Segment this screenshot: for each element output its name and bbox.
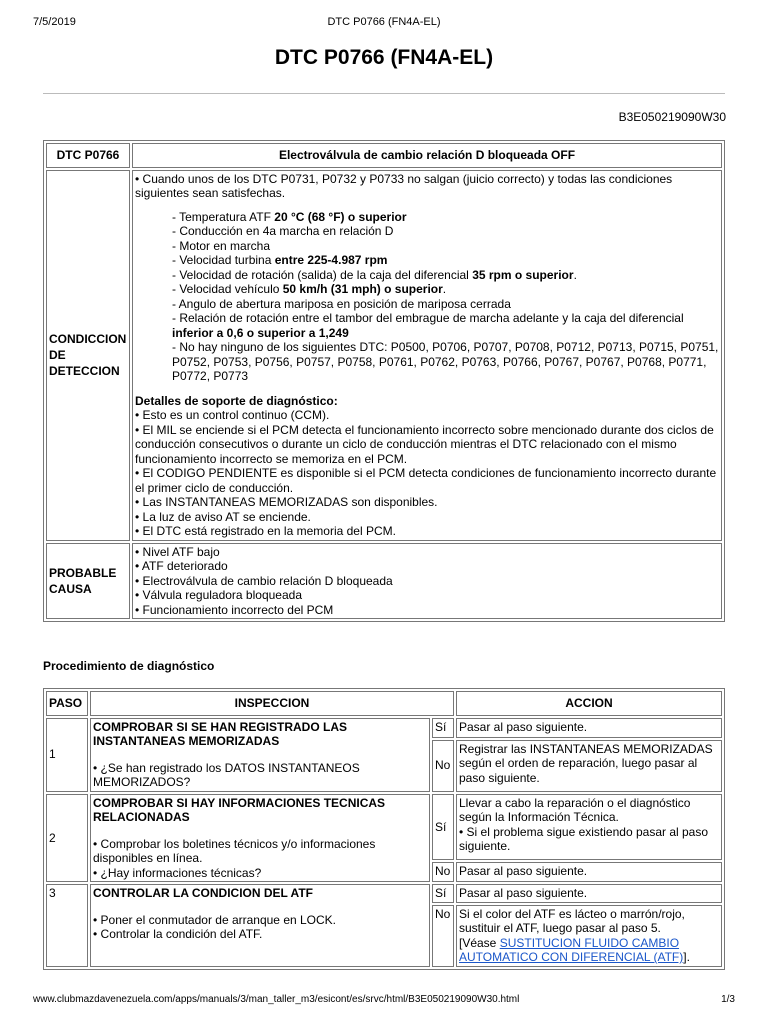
no-action: Pasar al paso siguiente. (456, 862, 722, 882)
reference (459, 936, 719, 965)
condition-text: . (573, 267, 577, 282)
condition-item (172, 210, 719, 225)
support-item: • La luz de aviso AT se enciende. (135, 509, 311, 524)
detection-label-line: CONDICCION (49, 332, 127, 346)
cause-item: • Válvula reguladora bloqueada (135, 588, 302, 602)
yes-action-text: • Si el problema sigue existiendo pasar al paso siguiente. (459, 824, 709, 853)
condition-value: inferior a 0,6 o superior a 1,249 (172, 325, 349, 340)
cause-item: • Electroválvula de cambio relación D bloqueada (135, 573, 393, 588)
dtc-header-row (46, 143, 722, 168)
reference-prefix: [Véase (459, 935, 500, 950)
support-item: • El CODIGO PENDIENTE es disponible si el PCM detecta condiciones de funcionamiento incorrecto durante el primer ciclo de conducción. (135, 466, 717, 495)
condition-list (135, 210, 719, 384)
condition-value: 50 km/h (31 mph) o superior (282, 282, 443, 296)
support-details-title: Detalles de soporte de diagnóstico: (135, 393, 338, 408)
condition-item: - Angulo de abertura mariposa en posición de mariposa cerrada (172, 296, 511, 311)
print-date: 7/5/2019 (33, 16, 76, 28)
condition-value: 35 rpm o superior (472, 267, 574, 282)
yes-action: Pasar al paso siguiente. (456, 884, 722, 903)
page-number: 1/3 (721, 994, 735, 1005)
step-inspection (90, 794, 430, 883)
support-item: • Las INSTANTANEAS MEMORIZADAS son disponibles. (135, 495, 438, 509)
step-number: 1 (46, 718, 88, 792)
condition-item: - No hay ninguno de los siguientes DTC: P0500, P0706, P0707, P0708, P0712, P0713, P0715, P0751, P0752, P0753, P0756, P0757, P0758, P0761, P0762, P0763, P0766, P0767, P0767, P0768, P0771, P0772, P0773 (172, 340, 719, 383)
step-body: • ¿Se han registrado los DATOS INSTANTANEOS MEMORIZADOS? (93, 760, 360, 789)
detection-intro: • Cuando unos de los DTC P0731, P0732 y P0733 no salgan (juicio correcto) y todas las condiciones siguientes sean satisfechas. (135, 171, 673, 200)
no-action: Registrar las INSTANTANEAS MEMORIZADAS según el orden de reparación, luego pasar al paso siguiente. (456, 740, 722, 792)
condition-value: entre 225-4.987 rpm (274, 253, 388, 267)
header-accion: ACCION (456, 691, 722, 716)
condition-text: - Velocidad vehículo (172, 282, 283, 296)
cause-content (132, 543, 722, 620)
cause-item: • ATF deteriorado (135, 559, 228, 573)
step-inspection (90, 884, 430, 967)
condition-value: 20 °C (68 °F) o superior (274, 209, 407, 224)
detection-label-line: DE (49, 348, 66, 362)
detection-label (46, 170, 130, 541)
yes-label: Sí (432, 794, 454, 861)
page-title: DTC P0766 (FN4A-EL) (274, 46, 494, 69)
step-number: 2 (46, 794, 88, 883)
procedure-table (43, 688, 725, 970)
condition-item: - Motor en marcha (172, 238, 271, 253)
step-row (46, 884, 722, 903)
yes-action: Pasar al paso siguiente. (456, 718, 722, 738)
no-action (456, 905, 722, 967)
detection-label-line: DETECCION (49, 364, 120, 378)
step-body: • Poner el conmutador de arranque en LOCK. (93, 912, 337, 927)
condition-item: - Relación de rotación entre el tambor del embrague de marcha adelante y la caja del diferencial (172, 311, 684, 325)
step-title: CONTROLAR LA CONDICION DEL ATF (93, 886, 313, 900)
condition-text: . (442, 282, 447, 296)
no-action-text: Si el color del ATF es lácteo o marrón/rojo, sustituir el ATF, luego pasar al paso 5. (459, 906, 685, 935)
condition-item (172, 268, 719, 283)
step-inspection (90, 718, 430, 792)
procedure-title: Procedimiento de diagnóstico (43, 659, 215, 673)
condition-text: - Velocidad de rotación (salida) de la caja del diferencial (172, 267, 473, 282)
print-page-title: DTC P0766 (FN4A-EL) (327, 16, 441, 28)
support-item: • Esto es un control continuo (CCM). (135, 408, 330, 422)
support-item: • El DTC está registrado en la memoria del PCM. (135, 524, 396, 538)
footer-url: www.clubmazdavenezuela.com/apps/manuals/3/man_taller_m3/esicont/es/srvc/html/B3E050219090W30.html (33, 994, 520, 1005)
procedure-header-row (46, 691, 722, 716)
condition-item (172, 282, 719, 297)
condition-text: - Temperatura ATF (172, 209, 275, 224)
cause-row (46, 543, 722, 620)
cause-label-line: PROBABLE (49, 565, 117, 580)
step-number: 3 (46, 884, 88, 967)
cause-label-line: CAUSA (49, 581, 92, 596)
yes-label: Sí (432, 884, 454, 903)
yes-label: Sí (432, 718, 454, 738)
condition-text: - Velocidad turbina (172, 253, 275, 267)
header-paso: PASO (46, 691, 88, 716)
step-body: • ¿Hay informaciones técnicas? (93, 865, 262, 880)
header-inspeccion: INSPECCION (90, 691, 454, 716)
title-divider (43, 93, 725, 94)
step-body: • Comprobar los boletines técnicos y/o informaciones disponibles en línea. (93, 836, 376, 865)
cause-item: • Nivel ATF bajo (135, 544, 220, 559)
condition-item (172, 253, 719, 268)
dtc-info-table (43, 140, 725, 622)
yes-action-text: Llevar a cabo la reparación o el diagnóstico según la Información Técnica. (459, 795, 691, 824)
detection-row (46, 170, 722, 541)
atf-replacement-link[interactable]: SUSTITUCION FLUIDO CAMBIO AUTOMATICO CON DIFERENCIAL (ATF) (459, 935, 684, 964)
step-row (46, 718, 722, 738)
no-label: No (432, 905, 454, 967)
step-title: COMPROBAR SI SE HAN REGISTRADO LAS INSTANTANEAS MEMORIZADAS (93, 719, 348, 748)
step-row (46, 794, 722, 861)
step-body: • Controlar la condición del ATF. (93, 927, 263, 941)
no-label: No (432, 862, 454, 882)
dtc-code: DTC P0766 (46, 143, 130, 168)
no-label: No (432, 740, 454, 792)
step-title: COMPROBAR SI HAY INFORMACIONES TECNICAS RELACIONADAS (93, 795, 386, 824)
support-item: • El MIL se enciende si el PCM detecta el funcionamiento incorrecto sobre mencionado durante dos ciclos de conducción consecutivos o durante un ciclo de conducción mientras el DTC relacionado con el mismo funcionamiento incorrecto se memoriza en el PCM. (135, 422, 714, 466)
yes-action (456, 794, 722, 861)
cause-item: • Funcionamiento incorrecto del PCM (135, 602, 334, 617)
detection-content (132, 170, 722, 541)
dtc-description: Electroválvula de cambio relación D bloqueada OFF (132, 143, 722, 168)
reference-suffix: ]. (683, 950, 690, 964)
cause-label (46, 543, 130, 620)
document-id: B3E050219090W30 (618, 110, 726, 124)
condition-item: - Conducción en 4a marcha en relación D (172, 224, 394, 238)
